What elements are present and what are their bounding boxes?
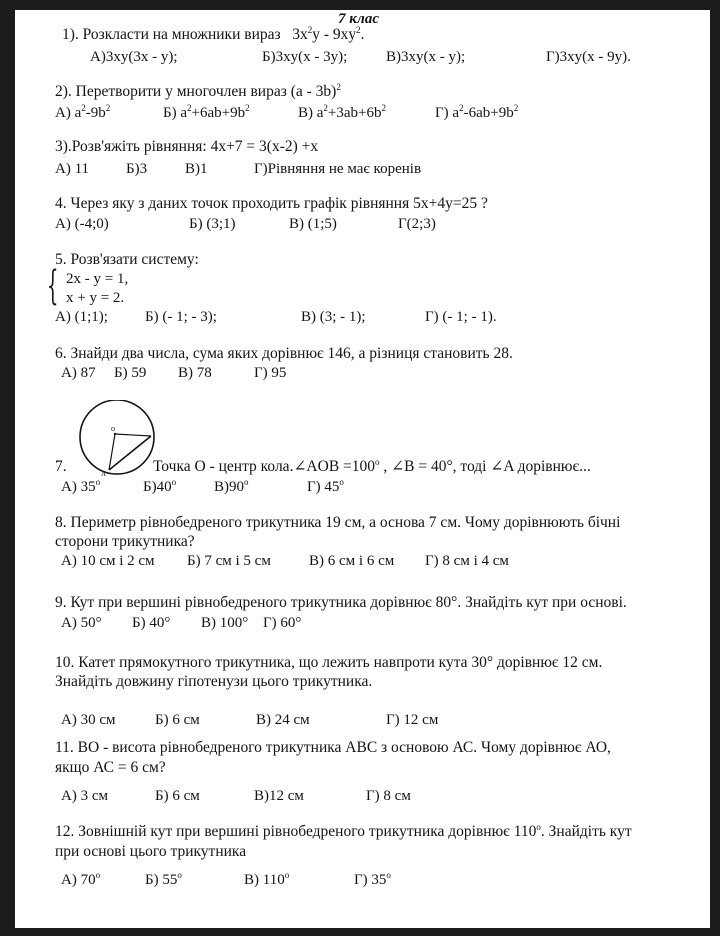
q2-option-b[interactable]: Б) $a^2+6ab+9b^2$ <box>163 103 250 121</box>
segment-oa <box>109 434 115 470</box>
question-1-prompt: 1). Розкласти на множники вираз $3x^2y - 9xy^2$. <box>62 25 365 43</box>
q11-option-d[interactable]: Г) 8 см <box>366 788 411 804</box>
question-10-prompt-line2: Знайдіть довжину гіпотенузи цього трикутника. <box>55 673 373 690</box>
q6-option-b[interactable]: Б) 59 <box>114 365 147 381</box>
question-6-prompt: 6. Знайди два числа, сума яких дорівнює 146, а різниця становить 28. <box>55 345 513 362</box>
q3-option-d[interactable]: Г)Рівняння не має коренів <box>254 161 422 177</box>
question-12-prompt-line1: 12. Зовнішній кут при вершині рівнобедреного трикутника дорівнює $110^о$. Знайдіть кут <box>55 822 632 840</box>
system-equation-2: x + y = 2. <box>66 290 125 306</box>
q4-option-b[interactable]: Б) (3;1) <box>189 216 236 232</box>
question-10-prompt-line1: 10. Катет прямокутного трикутника, що лежить навпроти кута 30° дорівнює 12 см. <box>55 654 603 671</box>
question-8-prompt-line1: 8. Периметр рівнобедреного трикутника 19 см, а основа 7 см. Чому дорівнюють бічні <box>55 514 621 531</box>
q7-option-c[interactable]: $В)90^о$ <box>214 477 249 495</box>
q5-option-b[interactable]: Б) (- 1; - 3); <box>145 309 217 325</box>
q7-option-a[interactable]: А) $35^о$ <box>61 477 101 495</box>
q11-option-a[interactable]: А) 3 см <box>61 788 108 804</box>
q8-option-c[interactable]: В) 6 см і 6 см <box>309 553 395 569</box>
q12-option-a[interactable]: А) $70^о$ <box>61 870 101 888</box>
q11-option-c[interactable]: В)12 см <box>254 788 304 804</box>
q5-option-d[interactable]: Г) (- 1; - 1). <box>425 309 497 325</box>
question-3-prompt: 3).Розв'яжіть рівняння: 4x+7 = 3(x-2) +x <box>55 138 319 155</box>
q1-option-b[interactable]: Б)3xy(x - 3y); <box>262 49 348 65</box>
page-title: 7 клас <box>338 11 380 27</box>
question-12-prompt-line2: при основі цього трикутника <box>55 843 247 860</box>
q9-option-c[interactable]: В) 100° <box>201 615 249 631</box>
question-4-prompt: 4. Через яку з даних точок проходить графік рівняння 5x+4y=25 ? <box>55 195 488 212</box>
q8-option-a[interactable]: А) 10 см і 2 см <box>61 553 155 569</box>
question-5-prompt: 5. Розв'язати систему: <box>55 251 199 268</box>
question-11-prompt-line1: 11. ВО - висота рівнобедреного трикутника АВС з основою АС. Чому дорівнює АО, <box>55 739 611 756</box>
q8-option-d[interactable]: Г) 8 см і 4 см <box>425 553 509 569</box>
q6-option-d[interactable]: Г) 95 <box>254 365 287 381</box>
q9-option-d[interactable]: Г) 60° <box>263 615 302 631</box>
q10-option-c[interactable]: В) 24 см <box>256 712 310 728</box>
question-8-prompt-line2: сторони трикутника? <box>55 533 195 550</box>
q3-option-c[interactable]: В)1 <box>185 161 208 177</box>
chord-ab <box>109 436 151 470</box>
q12-option-c[interactable]: В) $110^о$ <box>244 870 290 888</box>
q9-option-a[interactable]: А) 50° <box>61 615 102 631</box>
q12-option-b[interactable]: Б) $55^о$ <box>145 870 182 888</box>
q4-option-d[interactable]: Г(2;3) <box>398 216 436 232</box>
q1-option-d[interactable]: Г)3xy(x - 9y). <box>546 49 631 65</box>
worksheet-page <box>15 10 710 928</box>
q4-option-a[interactable]: А) (-4;0) <box>55 216 109 232</box>
q7-option-b[interactable]: $Б)40^о$ <box>143 477 177 495</box>
q7-option-d[interactable]: Г) $45^о$ <box>307 477 344 495</box>
q6-option-c[interactable]: В) 78 <box>178 365 212 381</box>
system-brace: { <box>47 263 59 309</box>
question-7-number: 7. <box>55 458 67 475</box>
question-7-prompt: Точка O - центр кола.∠AOB $=100^о$ , ∠B = 40°, тоді ∠A дорівнює... <box>153 457 591 475</box>
q6-option-a[interactable]: А) 87 <box>61 365 96 381</box>
segment-ob <box>115 434 151 436</box>
q5-option-c[interactable]: В) (3; - 1); <box>301 309 366 325</box>
q9-option-b[interactable]: Б) 40° <box>132 615 171 631</box>
question-11-prompt-line2: якщо АС = 6 см? <box>55 759 166 776</box>
q2-option-a[interactable]: А) $a^2-9b^2$ <box>55 103 111 121</box>
label-a: A <box>101 470 107 478</box>
q1-option-c[interactable]: В)3xy(x - y); <box>386 49 466 65</box>
q3-option-a[interactable]: А) 11 <box>55 161 90 177</box>
label-o: o <box>111 424 115 433</box>
q5-option-a[interactable]: А) (1;1); <box>55 309 108 325</box>
q3-option-b[interactable]: Б)3 <box>126 161 148 177</box>
q11-option-b[interactable]: Б) 6 см <box>155 788 200 804</box>
question-2-prompt: 2). Перетворити у многочлен вираз (a - 3b)$^2$ <box>55 82 341 100</box>
circle-diagram <box>71 400 163 482</box>
q10-option-d[interactable]: Г) 12 см <box>386 712 439 728</box>
system-equation-1: 2x - y = 1, <box>66 271 129 287</box>
q10-option-b[interactable]: Б) 6 см <box>155 712 200 728</box>
q8-option-b[interactable]: Б) 7 см і 5 см <box>187 553 271 569</box>
q10-option-a[interactable]: А) 30 см <box>61 712 116 728</box>
q12-option-d[interactable]: Г) $35^о$ <box>354 870 391 888</box>
question-9-prompt: 9. Кут при вершині рівнобедреного трикутника дорівнює 80°. Знайдіть кут при основі. <box>55 594 627 611</box>
q4-option-c[interactable]: В) (1;5) <box>289 216 337 232</box>
center-point <box>114 433 116 435</box>
q2-option-d[interactable]: Г) $a^2-6ab+9b^2$ <box>435 103 519 121</box>
q2-option-c[interactable]: В) $a^2+3ab+6b^2$ <box>298 103 386 121</box>
q1-option-a[interactable]: А)3xy(3x - y); <box>90 49 178 65</box>
